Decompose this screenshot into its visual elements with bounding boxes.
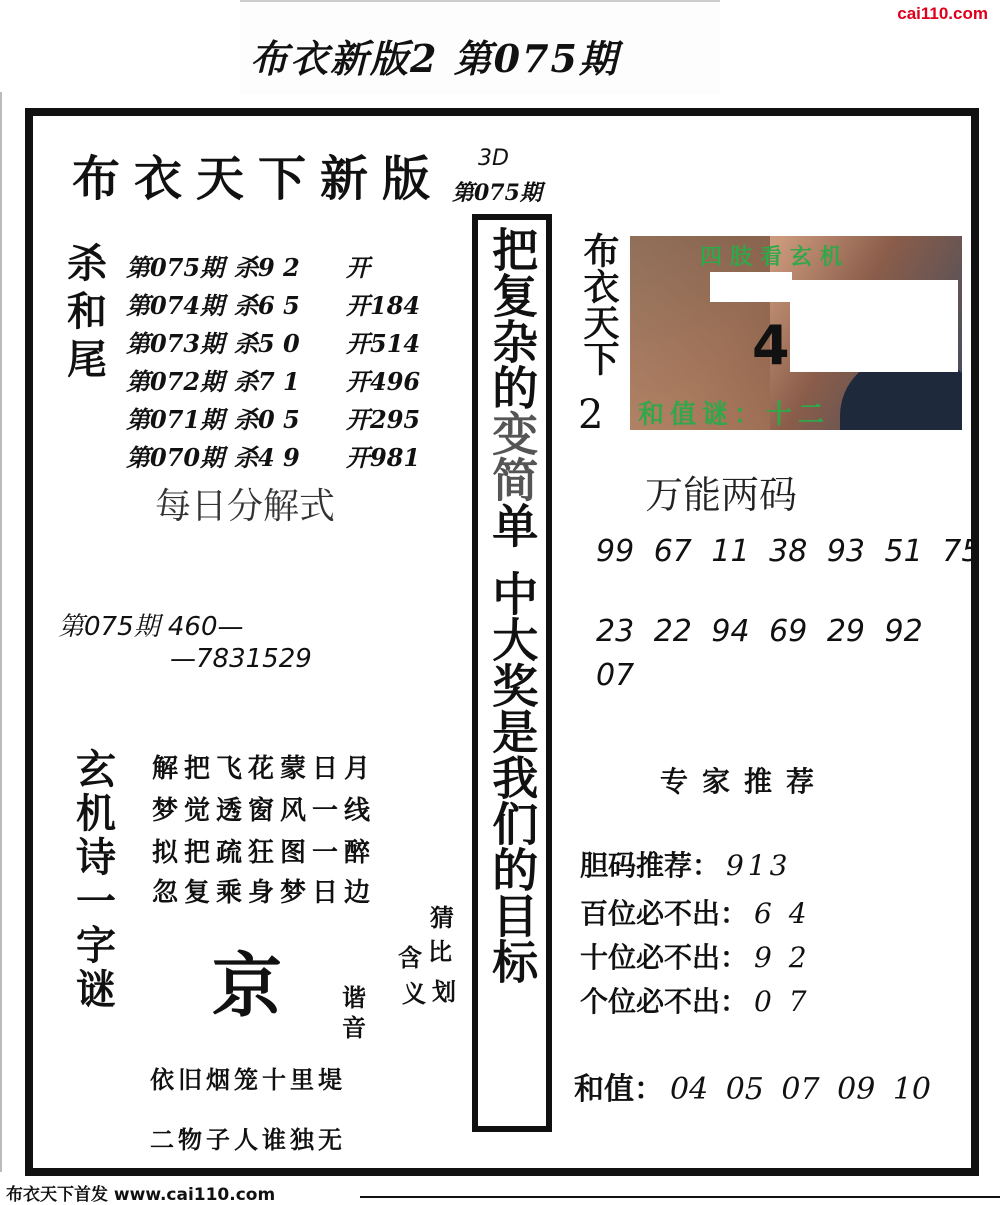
slogan-part2: 中大奖是我们的目标 (485, 570, 540, 984)
slogan-part1-end: 单 (485, 502, 540, 548)
kill-row-open: 开295 (346, 405, 421, 434)
hint-compare: 比 (428, 937, 452, 966)
dan-value: 913 (726, 849, 792, 882)
hundreds-label: 百位必不出： (580, 897, 749, 930)
kill-row-open: 开 (346, 253, 370, 282)
kill-row-open: 开514 (346, 329, 421, 358)
tens-value: 9 2 (754, 941, 811, 974)
kill-row-open: 开981 (346, 443, 421, 472)
photo-digit: 4 (752, 314, 790, 377)
brand-issue: 第075期 (452, 180, 542, 206)
kill-row-open: 开496 (346, 367, 421, 396)
photo-caption-top: 四肢看玄机 (700, 244, 851, 270)
tens-row (580, 936, 811, 976)
kill-row-kill: 杀9 2 (234, 253, 300, 282)
photo-caption-bottom: 和值谜：十二 (638, 400, 831, 430)
kill-sum-tail-label: 杀和尾 (67, 240, 107, 383)
right-brand-number: 2 (578, 392, 604, 438)
brand-3d-tag: 3D (478, 146, 509, 171)
kill-row-open: 开184 (346, 291, 421, 320)
kill-row-kill: 杀4 9 (234, 443, 300, 472)
kill-row-kill: 杀5 0 (234, 329, 300, 358)
hundreds-value: 6 4 (754, 897, 811, 930)
ones-label: 个位必不出： (580, 985, 749, 1018)
footer-divider (360, 1196, 1000, 1198)
brand-title: 布衣天下新版 (72, 151, 445, 207)
photo-mask (710, 272, 792, 302)
universal-two-codes-title: 万能两码 (645, 473, 798, 517)
dan-label: 胆码推荐： (580, 849, 721, 882)
kill-row-issue: 第073期 (126, 329, 225, 358)
poem-line: 拟把疏狂图一醉 (152, 838, 377, 868)
photo-mask (790, 280, 958, 372)
kill-row-issue: 第072期 (126, 367, 225, 396)
daily-formula-line1: 第075期 460— (58, 612, 244, 642)
couplet-line: 依旧烟笼十里堤 (150, 1065, 346, 1094)
sum-row (574, 1064, 931, 1108)
hint-sound: 音 (342, 1013, 366, 1042)
kill-row-issue: 第071期 (126, 405, 225, 434)
kill-row-issue: 第074期 (126, 291, 225, 320)
kill-row-kill: 杀0 5 (234, 405, 300, 434)
tens-label: 十位必不出： (580, 941, 749, 974)
right-brand: 布衣天下 (578, 232, 620, 376)
slogan-part1: 把复杂的 (485, 226, 540, 410)
sum-value: 04 05 07 09 10 (670, 1072, 932, 1107)
daily-formula-line2: —7831529 (170, 644, 312, 674)
code-row: 07 (596, 658, 635, 693)
slogan-text (472, 226, 552, 984)
hint-stroke: 划 (432, 977, 456, 1006)
kill-row-kill: 杀7 1 (234, 367, 300, 396)
hundreds-row (580, 892, 811, 932)
expert-title: 专家推荐 (660, 765, 829, 798)
riddle-character: 京 (212, 944, 282, 1027)
footer-text[interactable]: 布衣天下首发 www.cai110.com (6, 1185, 276, 1205)
poem-riddle-label: 玄机诗一字谜 (76, 746, 116, 1013)
hint-guess: 猜 (430, 903, 454, 932)
sum-label: 和值： (574, 1072, 664, 1107)
hint-homophone: 谐 (342, 983, 366, 1012)
daily-formula-title: 每日分解式 (155, 486, 336, 527)
header-title: 布衣新版2 第075期 (250, 36, 619, 81)
slogan-part1-gray: 变简 (485, 410, 540, 502)
hint-meaning: 义 (402, 979, 426, 1008)
hint-contain: 含 (398, 943, 422, 972)
ones-value: 0 7 (754, 985, 811, 1018)
kill-row-issue: 第075期 (126, 253, 225, 282)
ones-row (580, 980, 811, 1020)
page-left-edge (0, 92, 2, 1172)
code-row: 99 67 11 38 93 51 75 (596, 534, 981, 569)
poem-line: 忽复乘身梦日边 (152, 878, 377, 908)
dan-row (580, 844, 791, 884)
site-badge[interactable]: cai110.com (897, 4, 988, 23)
poem-line: 解把飞花蒙日月 (152, 754, 377, 784)
kill-row-kill: 杀6 5 (234, 291, 300, 320)
code-row: 23 22 94 69 29 92 (596, 614, 923, 649)
photo-panel (630, 236, 962, 430)
kill-row-issue: 第070期 (126, 443, 225, 472)
poem-line: 梦觉透窗风一线 (152, 796, 377, 826)
couplet-line: 二物子人谁独无 (150, 1125, 346, 1154)
